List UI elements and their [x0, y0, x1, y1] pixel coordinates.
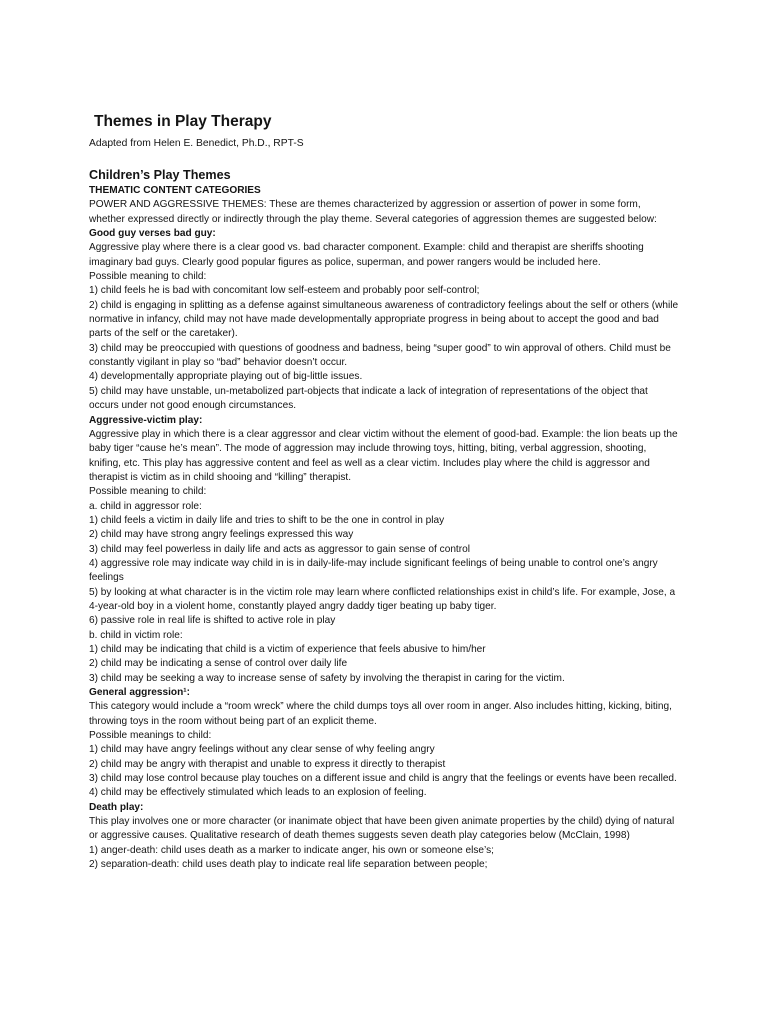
document-title: Themes in Play Therapy — [94, 113, 272, 130]
paragraph: Aggressive play in which there is a clear aggressor and clear victim without the element of good-bad. Example: the lion beats up the baby tiger “cause he’s mean”. The mode of aggression may include throwing toys, hitting, biting, verbal aggression, shooting, knifing, etc. This play has aggressive content and feel as well as a clear victim. Includes play where the child is aggressor and therapist is victim as in child shooing and “killing” therapist. — [89, 428, 678, 483]
paragraph-heading: Aggressive-victim play: — [89, 414, 203, 426]
paragraph: POWER AND AGGRESSIVE THEMES: These are themes characterized by aggression or assertion of power in some form, whether expressed directly or indirectly through the play theme. Several categories of aggression themes are suggested below: — [89, 199, 657, 225]
paragraph: 3) child may be preoccupied with questions of goodness and badness, being “super good” to win approval of others. Child must be constantly vigilant in play so “bad” behavior doesn’t occur. — [89, 342, 671, 369]
paragraph-heading: Good guy verses bad guy: — [89, 228, 216, 240]
paragraph: Possible meaning to child: — [89, 271, 207, 283]
document-body — [89, 184, 679, 873]
paragraph: 4) child may be effectively stimulated which leads to an explosion of feeling. — [89, 787, 427, 799]
paragraph: 4) developmentally appropriate playing out of big-little issues. — [89, 371, 363, 383]
paragraph-heading: General aggression¹: — [89, 687, 190, 699]
paragraph: 1) anger-death: child uses death as a marker to indicate anger, his own or someone else’s; — [89, 844, 494, 856]
paragraph: 5) child may have unstable, un-metabolized part-objects that indicate a lack of integration of representations of the object that occurs under not good enough circumstances. — [89, 385, 648, 412]
paragraph: 2) child may be indicating a sense of control over daily life — [89, 658, 348, 670]
paragraph: 6) passive role in real life is shifted to active role in play — [89, 615, 336, 627]
paragraph: 3) child may be seeking a way to increase sense of safety by involving the therapist in caring for the victim. — [89, 672, 565, 684]
paragraph: 4) aggressive role may indicate way child in is in daily-life-may include significant feelings of being unable to control one’s angry feelings — [89, 557, 658, 584]
document-page — [89, 112, 679, 873]
paragraph: Aggressive play where there is a clear good vs. bad character component. Example: child and therapist are sheriffs shooting imaginary bad guys. Clearly good popular figures as police, superman, and power rangers would be included here. — [89, 242, 644, 268]
paragraph: 1) child may be indicating that child is a victim of experience that feels abusive to him/her — [89, 644, 486, 655]
paragraph-heading: Death play: — [89, 801, 144, 813]
document-subtitle: Adapted from Helen E. Benedict, Ph.D., RPT-S — [89, 138, 304, 149]
paragraph: 1) child may have angry feelings without any clear sense of why feeling angry — [89, 744, 435, 756]
paragraph: 5) by looking at what character is in the victim role may learn where conflicted relationships exist in child’s life. For example, Jose, a 4-year-old boy in a violent home, constantly played angry daddy tiger beating up baby tiger. — [89, 586, 676, 612]
section-title: Children’s Play Themes — [89, 168, 231, 182]
paragraph: 1) child feels he is bad with concomitant low self-esteem and probably poor self-control; — [89, 285, 480, 297]
paragraph: 2) separation-death: child uses death play to indicate real life separation between people; — [89, 859, 488, 871]
paragraph: 3) child may lose control because play touches on a different issue and child is angry that the feelings or events have been recalled. — [89, 773, 677, 785]
paragraph: This category would include a “room wreck” where the child dumps toys all over room in anger. Also includes hitting, kicking, biting, throwing toys in the room without being part of an explicit theme. — [89, 701, 672, 727]
paragraph-heading: THEMATIC CONTENT CATEGORIES — [89, 185, 261, 196]
paragraph: Possible meaning to child: — [89, 486, 207, 498]
paragraph: 2) child is engaging in splitting as a defense against simultaneous awareness of contradictory feelings about the self or others (while normative in infancy, child may not have made developmentally appropriate progress in being about to accept the good and bad parts of the self or the caretaker). — [89, 299, 679, 340]
paragraph: 1) child feels a victim in daily life and tries to shift to be the one in control in play — [89, 514, 445, 526]
paragraph: 3) child may feel powerless in daily life and acts as aggressor to gain sense of control — [89, 543, 470, 555]
paragraph: 2) child may have strong angry feelings expressed this way — [89, 529, 354, 541]
paragraph: This play involves one or more character (or inanimate object that have been given animate properties by the child) dying of natural or aggressive causes. Qualitative research of death themes suggests seven death play categories below (McClain, 1998) — [89, 816, 675, 842]
paragraph: b. child in victim role: — [89, 629, 183, 641]
paragraph: a. child in aggressor role: — [89, 500, 202, 512]
paragraph: Possible meanings to child: — [89, 730, 212, 742]
paragraph: 2) child may be angry with therapist and unable to express it directly to therapist — [89, 758, 446, 770]
